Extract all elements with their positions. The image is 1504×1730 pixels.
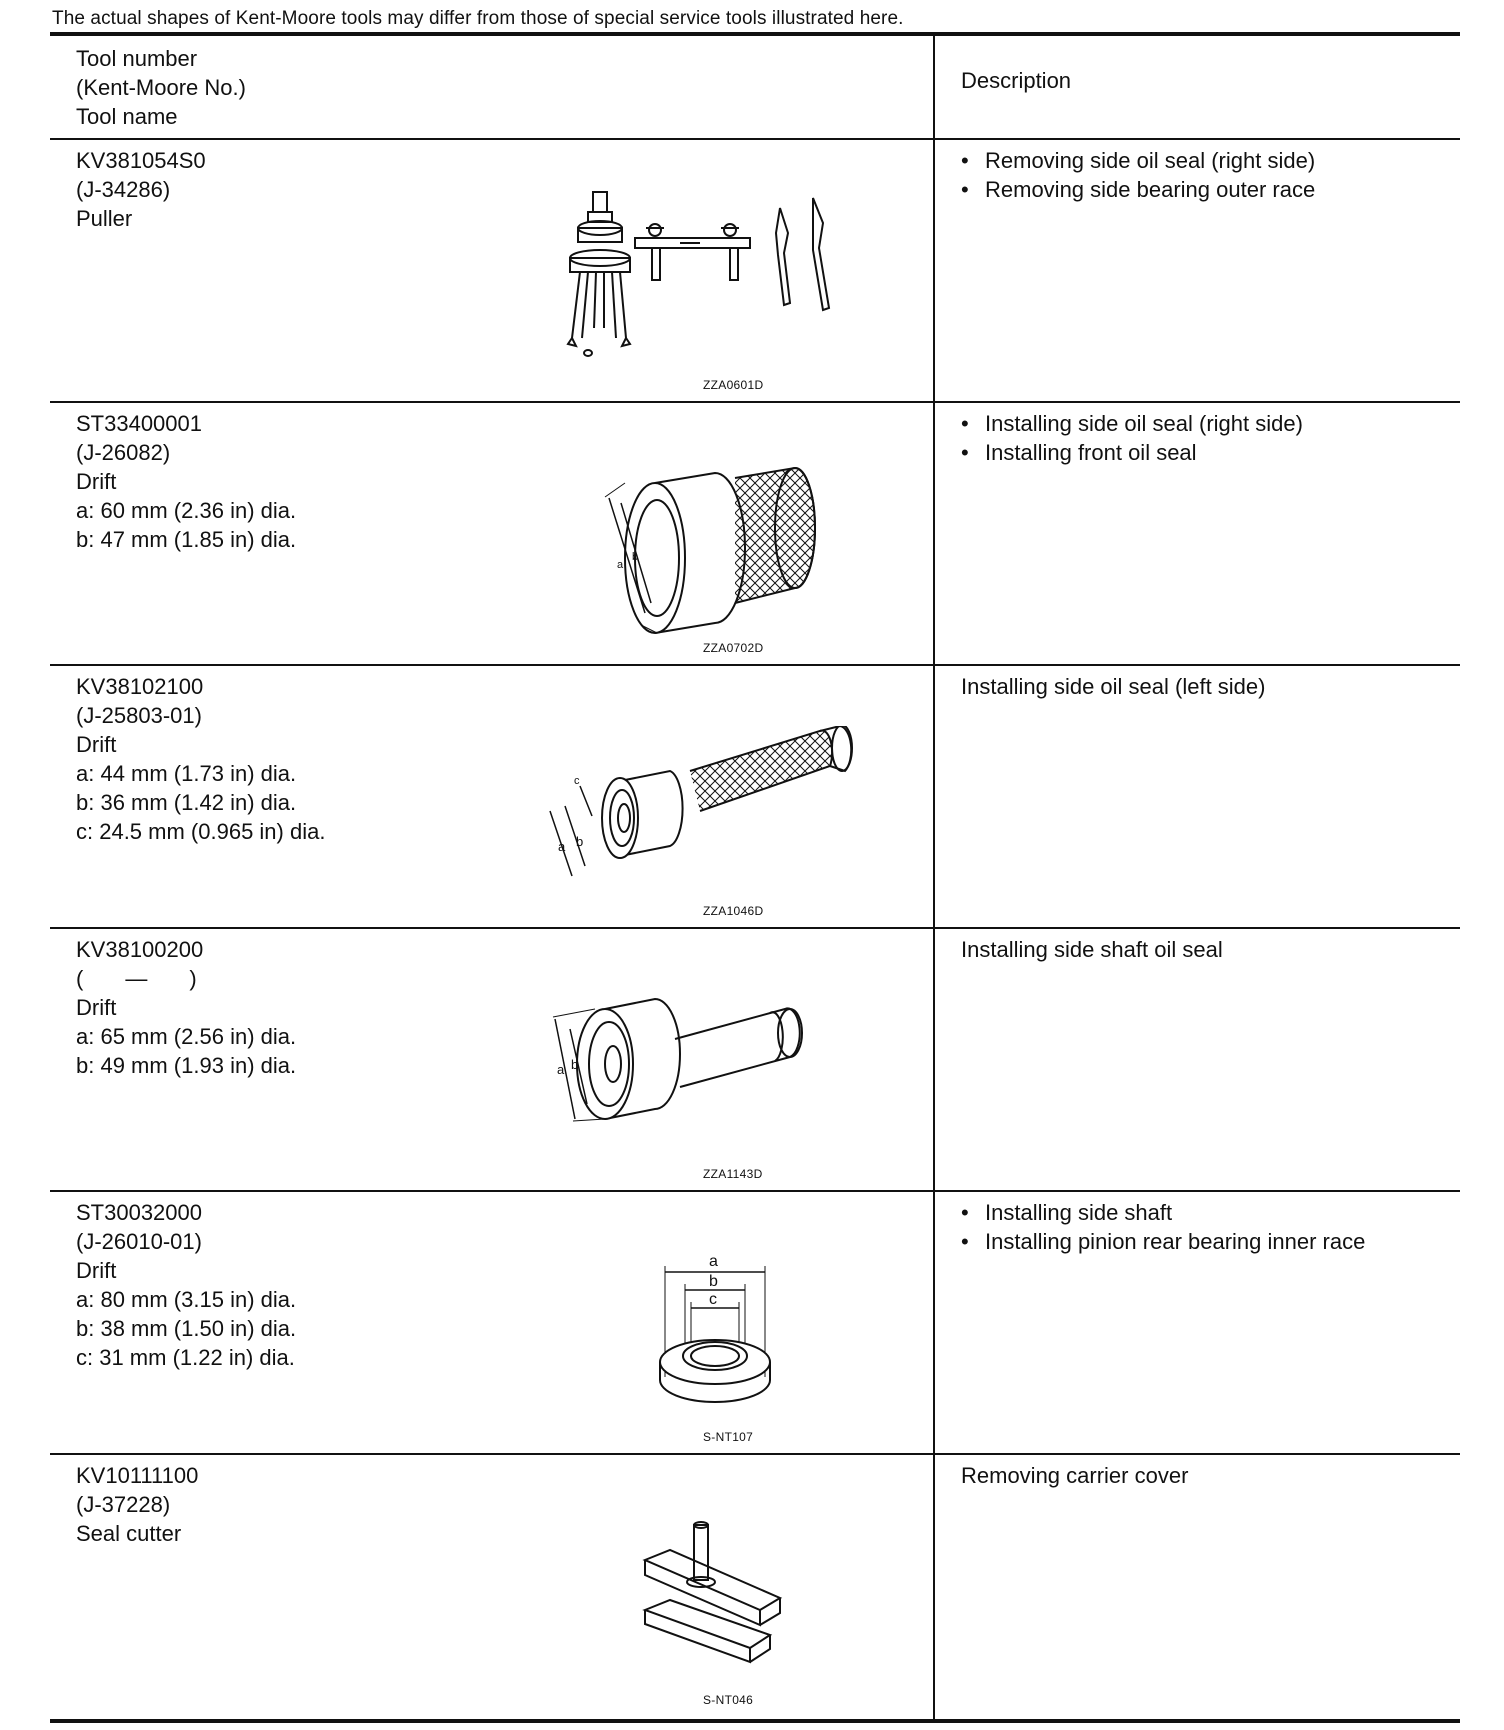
kent-moore-number: (J-26010-01) (76, 1229, 202, 1254)
tool-name: Drift (76, 1258, 117, 1283)
header-tool-name: Tool name (76, 104, 178, 129)
tool-spec-b: b: 47 mm (1.85 in) dia. (76, 527, 297, 552)
description-text: Installing side oil seal (left side) (961, 674, 1266, 699)
description-list (961, 409, 1303, 467)
table-row (50, 666, 1460, 929)
seal-cutter-illustration (640, 1520, 840, 1680)
tool-spec-a: a: 44 mm (1.73 in) dia. (76, 761, 297, 786)
description-item: • Installing side oil seal (right side) (961, 409, 1303, 438)
drift-illustration (545, 989, 885, 1139)
figure-code: S-NT107 (703, 1430, 754, 1444)
kent-moore-number: (J-34286) (76, 177, 171, 202)
kent-moore-number: (J-37228) (76, 1492, 171, 1517)
drift-illustration (595, 463, 875, 643)
description-item: • Removing side bearing outer race (961, 175, 1315, 204)
tool-cell (50, 666, 935, 927)
tool-spec-a: a: 80 mm (3.15 in) dia. (76, 1287, 297, 1312)
description-cell (935, 403, 1460, 664)
kent-moore-number (76, 964, 296, 993)
description-text: Removing carrier cover (961, 1463, 1189, 1488)
tool-cell (50, 1192, 935, 1453)
table-row (50, 1192, 1460, 1455)
table-row (50, 929, 1460, 1192)
drift-illustration (540, 726, 880, 896)
description-item: • Installing front oil seal (961, 438, 1303, 467)
dim-label-c: c (709, 1291, 717, 1308)
description-list (961, 146, 1315, 204)
tool-number: KV10111100 (76, 1463, 199, 1488)
figure-code: S-NT046 (703, 1693, 754, 1707)
table-row (50, 140, 1460, 403)
km-dash: — (125, 966, 148, 991)
description-cell (935, 929, 1460, 1190)
description-cell (935, 1192, 1460, 1453)
tool-name: Drift (76, 469, 117, 494)
tool-number: ST30032000 (76, 1200, 202, 1225)
tool-spec-c: c: 24.5 mm (0.965 in) dia. (76, 819, 326, 844)
dim-label-a: a (617, 559, 624, 571)
tools-notice: The actual shapes of Kent-Moore tools may differ from those of special service tools illustrated here. (52, 8, 904, 29)
header-tool-number: Tool number (76, 46, 198, 71)
tool-name: Puller (76, 206, 133, 231)
tool-spec-c: c: 31 mm (1.22 in) dia. (76, 1345, 295, 1370)
description-item: • Installing pinion rear bearing inner race (961, 1227, 1365, 1256)
table-row (50, 1455, 1460, 1719)
km-close-paren: ) (189, 966, 197, 991)
figure-code: ZZA1046D (703, 904, 764, 918)
tool-spec-a: a: 60 mm (2.36 in) dia. (76, 498, 297, 523)
table-row (50, 403, 1460, 666)
tool-cell (50, 140, 935, 401)
tool-number: ST33400001 (76, 411, 202, 436)
puller-illustration (550, 188, 880, 368)
tool-name: Seal cutter (76, 1521, 182, 1546)
tool-number: KV38100200 (76, 937, 204, 962)
dim-label-b: b (632, 551, 639, 563)
tool-cell (50, 403, 935, 664)
kent-moore-number: (J-25803-01) (76, 703, 202, 728)
tool-cell (50, 1455, 935, 1719)
description-item: • Removing side oil seal (right side) (961, 146, 1315, 175)
description-item: • Installing side shaft (961, 1198, 1365, 1227)
figure-code: ZZA0702D (703, 641, 764, 655)
dim-label-a: a (709, 1253, 718, 1270)
tool-number: KV381054S0 (76, 148, 206, 173)
tool-spec-b: b: 38 mm (1.50 in) dia. (76, 1316, 297, 1341)
tool-spec-b: b: 36 mm (1.42 in) dia. (76, 790, 297, 815)
description-text: Installing side shaft oil seal (961, 937, 1223, 962)
drift-ring-illustration (655, 1252, 835, 1412)
tool-info (76, 1461, 198, 1548)
table-header-row (50, 36, 1460, 140)
description-cell (935, 140, 1460, 401)
km-open-paren: ( (76, 966, 84, 991)
tool-cell (50, 929, 935, 1190)
figure-code: ZZA1143D (703, 1167, 763, 1181)
tool-info (76, 146, 206, 233)
tool-info (76, 409, 296, 554)
dim-label-a: a (557, 1062, 565, 1077)
header-description-column: Description (961, 68, 1072, 93)
description-cell (935, 666, 1460, 927)
tool-number: KV38102100 (76, 674, 204, 699)
header-kent-moore-no: (Kent-Moore No.) (76, 75, 246, 100)
header-tool-column (50, 36, 935, 138)
dim-label-a: a (558, 839, 566, 854)
kent-moore-number: (J-26082) (76, 440, 171, 465)
tool-name: Drift (76, 995, 117, 1020)
tool-info (76, 1198, 296, 1372)
figure-code: ZZA0601D (703, 378, 764, 392)
special-service-tools-table (50, 32, 1460, 1723)
dim-label-b: b (571, 1057, 579, 1072)
tool-info (76, 935, 296, 1080)
dim-label-b: b (709, 1273, 718, 1290)
dim-label-c: c (574, 775, 580, 787)
tool-info (76, 672, 325, 846)
dim-label-b: b (576, 834, 584, 849)
tool-spec-a: a: 65 mm (2.56 in) dia. (76, 1024, 297, 1049)
tool-spec-b: b: 49 mm (1.93 in) dia. (76, 1053, 297, 1078)
description-list (961, 1198, 1365, 1256)
tool-name: Drift (76, 732, 117, 757)
description-cell (935, 1455, 1460, 1719)
